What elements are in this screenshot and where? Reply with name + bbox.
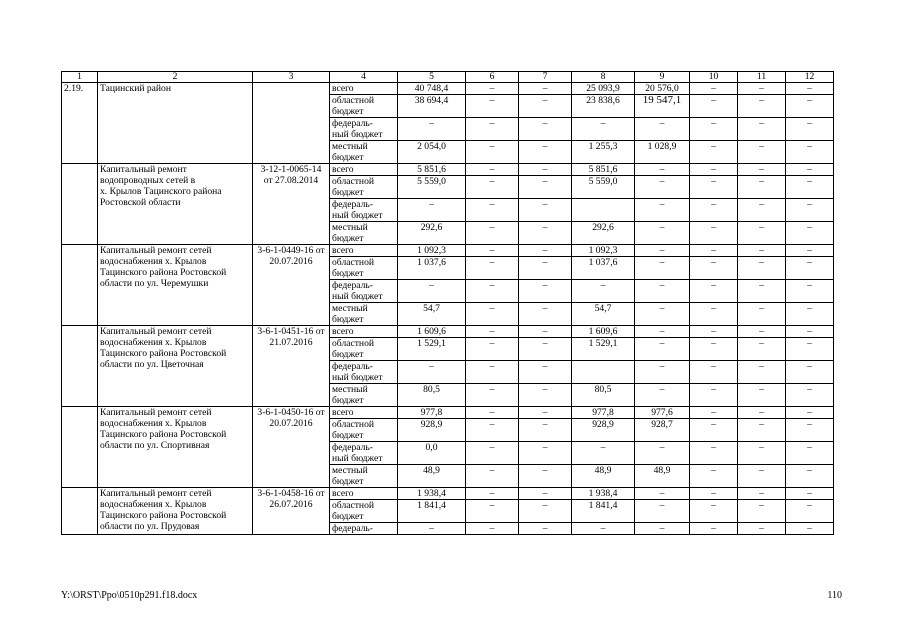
- value-cell: 977,6: [635, 407, 690, 419]
- value-cell: –: [466, 118, 519, 141]
- value-cell: –: [635, 384, 690, 407]
- value-cell: –: [738, 442, 786, 465]
- value-cell: –: [786, 222, 834, 245]
- value-cell: –: [519, 176, 572, 199]
- value-cell: 1 841,4: [572, 500, 635, 523]
- value-cell: –: [466, 361, 519, 384]
- value-cell: –: [635, 257, 690, 280]
- value-cell: –: [738, 361, 786, 384]
- value-cell: –: [519, 384, 572, 407]
- table-row: [62, 488, 834, 500]
- funding-source: всего: [330, 245, 398, 257]
- value-cell: –: [572, 118, 635, 141]
- funding-source: федераль- ный бюджет: [330, 199, 398, 222]
- value-cell: –: [738, 176, 786, 199]
- value-cell: –: [738, 118, 786, 141]
- value-cell: –: [519, 361, 572, 384]
- page-number: 110: [827, 590, 842, 601]
- value-cell: 1 529,1: [398, 338, 466, 361]
- value-cell: 54,7: [398, 303, 466, 326]
- value-cell: 1 037,6: [572, 257, 635, 280]
- value-cell: –: [519, 326, 572, 338]
- value-cell: –: [635, 488, 690, 500]
- value-cell: –: [738, 222, 786, 245]
- document-reference: 3-6-1-0450-16 от 20.07.2016: [253, 407, 330, 488]
- value-cell: 977,8: [398, 407, 466, 419]
- table-row: [62, 245, 834, 257]
- object-name: Капитальный ремонт сетей водоснабжения х. Крылов Тацинского района Ростовской области по ул. Прудовая: [98, 488, 253, 535]
- value-cell: 1 028,9: [635, 141, 690, 164]
- value-cell: –: [466, 384, 519, 407]
- value-cell: –: [635, 118, 690, 141]
- value-cell: –: [690, 164, 738, 176]
- value-cell: –: [690, 523, 738, 535]
- value-cell: 928,9: [398, 419, 466, 442]
- value-cell: –: [786, 407, 834, 419]
- value-cell: 1 609,6: [572, 326, 635, 338]
- column-number: 11: [738, 72, 786, 83]
- value-cell: –: [635, 326, 690, 338]
- value-cell: –: [738, 164, 786, 176]
- value-cell: –: [786, 83, 834, 95]
- value-cell: 5 559,0: [572, 176, 635, 199]
- funding-source: всего: [330, 83, 398, 95]
- value-cell: –: [635, 442, 690, 465]
- value-cell: –: [466, 280, 519, 303]
- value-cell: –: [635, 199, 690, 222]
- document-reference: 3-6-1-0449-16 от 20.07.2016: [253, 245, 330, 326]
- value-cell: [572, 361, 635, 384]
- value-cell: 48,9: [398, 465, 466, 488]
- value-cell: –: [690, 361, 738, 384]
- funding-source: областной бюджет: [330, 95, 398, 118]
- value-cell: –: [519, 245, 572, 257]
- value-cell: –: [690, 280, 738, 303]
- value-cell: –: [786, 141, 834, 164]
- value-cell: –: [786, 280, 834, 303]
- funding-source: областной бюджет: [330, 176, 398, 199]
- value-cell: –: [786, 488, 834, 500]
- value-cell: –: [519, 419, 572, 442]
- value-cell: –: [738, 338, 786, 361]
- object-name: Капитальный ремонт сетей водоснабжения х. Крылов Тацинского района Ростовской области по ул. Спортивная: [98, 407, 253, 488]
- value-cell: –: [738, 523, 786, 535]
- column-number: 8: [572, 72, 635, 83]
- column-number: 9: [635, 72, 690, 83]
- value-cell: –: [690, 326, 738, 338]
- value-cell: 2 054,0: [398, 141, 466, 164]
- value-cell: –: [690, 500, 738, 523]
- value-cell: –: [738, 326, 786, 338]
- table-row: [62, 326, 834, 338]
- value-cell: 54,7: [572, 303, 635, 326]
- value-cell: –: [786, 257, 834, 280]
- value-cell: –: [690, 141, 738, 164]
- value-cell: 19 547,1: [635, 95, 690, 118]
- value-cell: 1 841,4: [398, 500, 466, 523]
- value-cell: –: [519, 500, 572, 523]
- value-cell: –: [786, 118, 834, 141]
- value-cell: –: [635, 176, 690, 199]
- value-cell: –: [466, 338, 519, 361]
- value-cell: 1 255,3: [572, 141, 635, 164]
- funding-source: федераль-: [330, 523, 398, 535]
- value-cell: 80,5: [572, 384, 635, 407]
- value-cell: –: [466, 257, 519, 280]
- value-cell: –: [466, 95, 519, 118]
- item-number: 2.19.: [62, 83, 98, 164]
- column-number: 2: [98, 72, 253, 83]
- value-cell: –: [572, 523, 635, 535]
- value-cell: 38 694,4: [398, 95, 466, 118]
- value-cell: –: [786, 176, 834, 199]
- value-cell: –: [786, 245, 834, 257]
- value-cell: –: [738, 95, 786, 118]
- value-cell: –: [690, 442, 738, 465]
- value-cell: –: [738, 199, 786, 222]
- value-cell: –: [690, 303, 738, 326]
- value-cell: –: [690, 176, 738, 199]
- value-cell: –: [738, 407, 786, 419]
- value-cell: –: [738, 280, 786, 303]
- column-number: 12: [786, 72, 834, 83]
- column-number: 5: [398, 72, 466, 83]
- funding-source: местный бюджет: [330, 303, 398, 326]
- value-cell: –: [466, 222, 519, 245]
- value-cell: –: [466, 442, 519, 465]
- value-cell: 1 092,3: [572, 245, 635, 257]
- value-cell: –: [398, 199, 466, 222]
- value-cell: –: [519, 141, 572, 164]
- value-cell: –: [519, 523, 572, 535]
- value-cell: 5 851,6: [572, 164, 635, 176]
- value-cell: –: [519, 488, 572, 500]
- value-cell: [572, 199, 635, 222]
- value-cell: –: [466, 199, 519, 222]
- column-number: 10: [690, 72, 738, 83]
- value-cell: –: [690, 83, 738, 95]
- value-cell: –: [738, 384, 786, 407]
- funding-source: федераль- ный бюджет: [330, 442, 398, 465]
- value-cell: –: [635, 361, 690, 384]
- value-cell: 1 037,6: [398, 257, 466, 280]
- column-number: 6: [466, 72, 519, 83]
- value-cell: –: [519, 407, 572, 419]
- funding-source: всего: [330, 326, 398, 338]
- value-cell: –: [519, 222, 572, 245]
- header-row: [62, 72, 834, 83]
- value-cell: –: [398, 523, 466, 535]
- value-cell: 25 093,9: [572, 83, 635, 95]
- value-cell: –: [738, 303, 786, 326]
- funding-source: местный бюджет: [330, 222, 398, 245]
- document-reference: 3-12-1-0065-14 от 27.08.2014: [253, 164, 330, 245]
- value-cell: –: [786, 442, 834, 465]
- value-cell: –: [466, 419, 519, 442]
- value-cell: 80,5: [398, 384, 466, 407]
- value-cell: –: [519, 442, 572, 465]
- item-number: [62, 326, 98, 407]
- value-cell: 0,0: [398, 442, 466, 465]
- value-cell: –: [635, 222, 690, 245]
- value-cell: 292,6: [572, 222, 635, 245]
- value-cell: –: [519, 303, 572, 326]
- value-cell: –: [466, 303, 519, 326]
- funding-source: местный бюджет: [330, 465, 398, 488]
- document-reference: 3-6-1-0458-16 от 26.07.2016: [253, 488, 330, 535]
- funding-source: федераль- ный бюджет: [330, 118, 398, 141]
- value-cell: –: [519, 95, 572, 118]
- value-cell: 1 092,3: [398, 245, 466, 257]
- object-name: Капитальный ремонт сетей водоснабжения х. Крылов Тацинского района Ростовской области по ул. Цветочная: [98, 326, 253, 407]
- file-path: Y:\ORST\Ppo\0510p291.f18.docx: [61, 590, 198, 601]
- value-cell: –: [466, 83, 519, 95]
- funding-source: областной бюджет: [330, 419, 398, 442]
- value-cell: –: [519, 280, 572, 303]
- funding-source: областной бюджет: [330, 500, 398, 523]
- value-cell: –: [690, 199, 738, 222]
- value-cell: –: [690, 222, 738, 245]
- item-number: [62, 488, 98, 535]
- value-cell: –: [466, 465, 519, 488]
- value-cell: 292,6: [398, 222, 466, 245]
- funding-source: местный бюджет: [330, 384, 398, 407]
- value-cell: 23 838,6: [572, 95, 635, 118]
- value-cell: –: [635, 280, 690, 303]
- value-cell: –: [786, 164, 834, 176]
- value-cell: –: [690, 407, 738, 419]
- value-cell: –: [398, 118, 466, 141]
- value-cell: –: [466, 176, 519, 199]
- value-cell: –: [690, 488, 738, 500]
- value-cell: –: [466, 326, 519, 338]
- object-name: Капитальный ремонт сетей водоснабжения х. Крылов Тацинского района Ростовской области по ул. Черемушки: [98, 245, 253, 326]
- document-reference: [253, 83, 330, 164]
- value-cell: –: [519, 83, 572, 95]
- value-cell: 5 851,6: [398, 164, 466, 176]
- value-cell: –: [635, 338, 690, 361]
- value-cell: –: [519, 164, 572, 176]
- value-cell: –: [635, 500, 690, 523]
- table-row: [62, 407, 834, 419]
- table-row: [62, 164, 834, 176]
- value-cell: –: [519, 257, 572, 280]
- value-cell: –: [519, 118, 572, 141]
- value-cell: 5 559,0: [398, 176, 466, 199]
- object-name: Тацинский район: [98, 83, 253, 164]
- funding-source: федераль- ный бюджет: [330, 280, 398, 303]
- value-cell: –: [738, 257, 786, 280]
- item-number: [62, 407, 98, 488]
- funding-source: областной бюджет: [330, 338, 398, 361]
- value-cell: –: [690, 245, 738, 257]
- value-cell: –: [519, 338, 572, 361]
- value-cell: –: [398, 361, 466, 384]
- object-name: Капитальный ремонт водопроводных сетей в х. Крылов Тацинского района Ростовской области: [98, 164, 253, 245]
- value-cell: –: [786, 199, 834, 222]
- value-cell: 20 576,0: [635, 83, 690, 95]
- value-cell: 40 748,4: [398, 83, 466, 95]
- funding-source: всего: [330, 407, 398, 419]
- value-cell: –: [466, 407, 519, 419]
- value-cell: –: [690, 384, 738, 407]
- value-cell: –: [738, 500, 786, 523]
- column-number: 7: [519, 72, 572, 83]
- value-cell: –: [738, 488, 786, 500]
- value-cell: –: [786, 500, 834, 523]
- value-cell: –: [572, 442, 635, 465]
- value-cell: –: [690, 257, 738, 280]
- value-cell: –: [786, 338, 834, 361]
- value-cell: –: [519, 199, 572, 222]
- value-cell: –: [466, 164, 519, 176]
- value-cell: –: [786, 361, 834, 384]
- value-cell: 1 609,6: [398, 326, 466, 338]
- funding-source: областной бюджет: [330, 257, 398, 280]
- value-cell: –: [786, 465, 834, 488]
- value-cell: –: [690, 419, 738, 442]
- value-cell: –: [466, 523, 519, 535]
- value-cell: –: [690, 338, 738, 361]
- value-cell: 48,9: [635, 465, 690, 488]
- value-cell: –: [738, 245, 786, 257]
- table-row: [62, 83, 834, 95]
- column-number: 3: [253, 72, 330, 83]
- value-cell: –: [786, 303, 834, 326]
- value-cell: 977,8: [572, 407, 635, 419]
- value-cell: –: [466, 141, 519, 164]
- column-number: 4: [330, 72, 398, 83]
- value-cell: –: [519, 465, 572, 488]
- value-cell: –: [635, 164, 690, 176]
- value-cell: –: [738, 141, 786, 164]
- column-number: 1: [62, 72, 98, 83]
- budget-table: [61, 71, 834, 535]
- item-number: [62, 164, 98, 245]
- value-cell: –: [738, 465, 786, 488]
- funding-source: федераль- ный бюджет: [330, 361, 398, 384]
- value-cell: –: [466, 500, 519, 523]
- item-number: [62, 245, 98, 326]
- value-cell: –: [572, 280, 635, 303]
- funding-source: всего: [330, 488, 398, 500]
- value-cell: –: [786, 326, 834, 338]
- value-cell: –: [466, 488, 519, 500]
- value-cell: 1 529,1: [572, 338, 635, 361]
- value-cell: –: [786, 523, 834, 535]
- funding-source: всего: [330, 164, 398, 176]
- value-cell: –: [635, 303, 690, 326]
- value-cell: –: [738, 419, 786, 442]
- funding-source: местный бюджет: [330, 141, 398, 164]
- value-cell: –: [635, 245, 690, 257]
- value-cell: –: [635, 523, 690, 535]
- value-cell: –: [466, 245, 519, 257]
- value-cell: –: [786, 384, 834, 407]
- value-cell: –: [398, 280, 466, 303]
- value-cell: –: [690, 465, 738, 488]
- value-cell: –: [786, 95, 834, 118]
- value-cell: 928,7: [635, 419, 690, 442]
- value-cell: –: [690, 95, 738, 118]
- value-cell: –: [738, 83, 786, 95]
- value-cell: 928,9: [572, 419, 635, 442]
- value-cell: –: [786, 419, 834, 442]
- value-cell: 48,9: [572, 465, 635, 488]
- value-cell: 1 938,4: [398, 488, 466, 500]
- value-cell: 1 938,4: [572, 488, 635, 500]
- value-cell: –: [690, 118, 738, 141]
- document-reference: 3-6-1-0451-16 от 21.07.2016: [253, 326, 330, 407]
